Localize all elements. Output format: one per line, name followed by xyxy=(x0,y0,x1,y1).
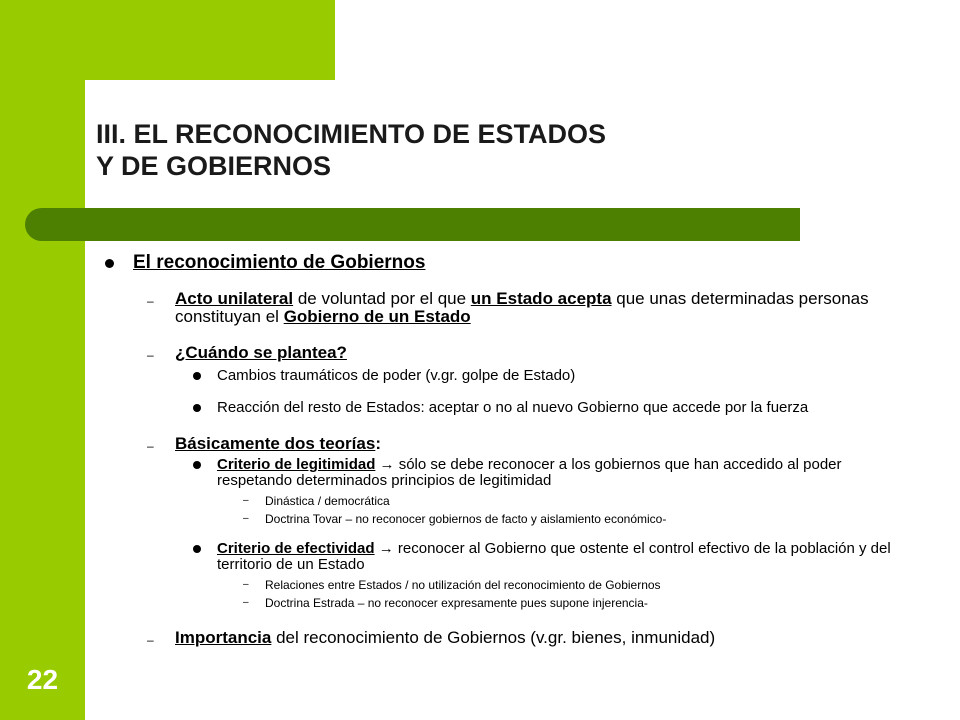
legitimidad-label: Criterio de legitimidad xyxy=(217,456,376,473)
legitimidad-sub-1-text: Dinástica / democrática xyxy=(265,494,390,508)
slide-content xyxy=(100,250,900,647)
cuando-label: ¿Cuándo se plantea? xyxy=(175,343,347,362)
acto-term-2: un Estado acepta xyxy=(470,289,612,308)
efectividad-sub-2 xyxy=(243,595,900,611)
legitimidad-item xyxy=(217,457,900,489)
left-accent-band xyxy=(0,0,85,720)
heading-text: El reconocimiento de Gobiernos xyxy=(133,252,426,273)
slide-title-line-1: III. EL RECONOCIMIENTO DE ESTADOS xyxy=(96,119,607,149)
efectividad-text: reconocer al Gobierno que ostente el control efectivo de la población y del territorio de un Estado xyxy=(217,540,891,573)
dash-icon: – xyxy=(243,597,249,608)
bullet-icon xyxy=(193,461,201,469)
acto-item xyxy=(147,289,900,326)
top-accent-band xyxy=(0,0,335,80)
efectividad-label: Criterio de efectividad xyxy=(217,540,375,557)
bullet-icon xyxy=(193,545,201,553)
heading-item xyxy=(133,250,900,276)
dash-icon: – xyxy=(243,513,249,524)
bullet-icon xyxy=(193,404,201,412)
efectividad-sub-1-text: Relaciones entre Estados / no utilización del reconocimiento de Gobiernos xyxy=(265,578,661,592)
legitimidad-sub-2 xyxy=(243,511,900,527)
bullet-icon xyxy=(193,372,201,380)
teorias-item xyxy=(147,434,900,453)
cuando-bullet-2 xyxy=(217,400,900,416)
dash-icon: – xyxy=(147,633,154,647)
title-divider-bar xyxy=(25,208,800,241)
acto-term-3: Gobierno de un Estado xyxy=(283,307,471,326)
importancia-item xyxy=(147,628,900,647)
importancia-text: del reconocimiento de Gobiernos (v.gr. bienes, inmunidad) xyxy=(271,628,716,647)
importancia-label: Importancia xyxy=(175,628,272,647)
legitimidad-sub-1 xyxy=(243,493,900,509)
cuando-item xyxy=(147,343,900,362)
acto-term: Acto unilateral xyxy=(175,289,294,308)
efectividad-sub-2-text: Doctrina Estrada – no reconocer expresamente pues supone injerencia- xyxy=(265,596,648,610)
legitimidad-sub-2-text: Doctrina Tovar – no reconocer gobiernos de facto y aislamiento económico- xyxy=(265,512,667,526)
teorias-label: Básicamente dos teorías xyxy=(175,434,376,453)
efectividad-sub-1 xyxy=(243,577,900,593)
arrow-icon: → xyxy=(375,456,399,473)
dash-icon: – xyxy=(147,348,154,362)
legitimidad-text: sólo se debe reconocer a los gobiernos que han accedido al poder respetando determinados principios de legitimidad xyxy=(217,456,842,489)
arrow-icon: → xyxy=(374,540,398,557)
page-number: 22 xyxy=(26,664,59,695)
dash-icon: – xyxy=(243,495,249,506)
dash-icon: – xyxy=(147,439,154,453)
dash-icon: – xyxy=(243,579,249,590)
dash-icon: – xyxy=(147,294,154,308)
slide-title xyxy=(96,118,856,182)
cuando-bullet-1 xyxy=(217,368,900,384)
efectividad-item xyxy=(217,541,900,573)
slide-title-line-2: Y DE GOBIERNOS xyxy=(96,151,332,181)
cuando-bullet-2-text: Reacción del resto de Estados: aceptar o no al nuevo Gobierno que accede por la fuerza xyxy=(217,399,809,416)
cuando-bullet-1-text: Cambios traumáticos de poder (v.gr. golpe de Estado) xyxy=(217,367,576,384)
acto-text-2: que unas determinadas personas constituyan el xyxy=(175,289,869,326)
acto-text-1: de voluntad por el que xyxy=(293,289,471,308)
teorias-colon: : xyxy=(375,434,381,453)
bullet-icon xyxy=(105,259,114,268)
